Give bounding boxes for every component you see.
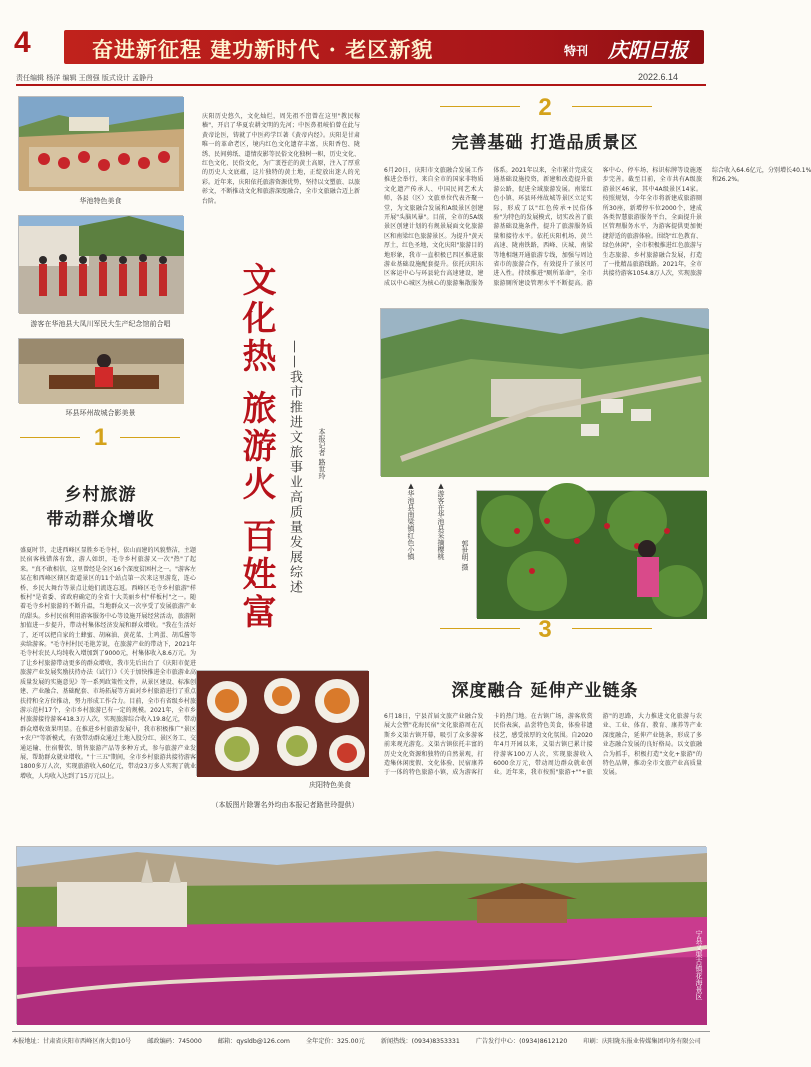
subheadline: ——我市推进文旅事业高质量发展综述 xyxy=(287,340,302,595)
editor-credits: 责任编辑 杨洋 编辑 王茵强 版式设计 孟静丹 xyxy=(16,74,154,82)
headline-2: 旅游火 xyxy=(236,390,276,504)
section-1-rule-right xyxy=(120,437,180,438)
footer-postcode: 邮政编码：745000 xyxy=(147,1038,202,1045)
section-1-number: 1 xyxy=(93,424,108,451)
dancers-image xyxy=(19,97,184,191)
footer-rule xyxy=(12,1031,710,1032)
food-caption: 庆阳特色美食 xyxy=(309,781,351,789)
footer-hotline: 新闻热线：(0934)8353331 xyxy=(380,1038,460,1045)
photo-zither xyxy=(18,338,183,403)
cherry-picking-image xyxy=(477,491,707,619)
footer-address: 本报地址：甘肃省庆阳市西峰区南大街10号 xyxy=(12,1038,132,1045)
newspaper-logo: 庆阳日报 xyxy=(608,38,688,62)
photo-caption-3: 环县环州故城合影美景 xyxy=(65,409,136,417)
choir-image xyxy=(19,216,184,314)
section-2-title: 完善基础 打造品质景区 xyxy=(451,133,639,153)
photo-caption-town: ▲华池县南梁镇红色小镇 xyxy=(407,482,415,560)
headline-1: 文化热 xyxy=(236,262,276,376)
footer-printer: 印刷：庆阳陇东报业传媒集团印务有限公司 xyxy=(583,1038,701,1045)
photo-food-dance xyxy=(18,96,183,190)
section-3-body: 6月18日，宁县首届文旅产业融合发展大会暨"花海民宿"文化旅游周在瓦斯乡义渠古镇开幕，吸引了众多游客前来观光游览。义渠古镇依托丰富的历史文化资源和独特的自然景观，打造集休闲度假、文化体验、民宿康养于一体的特色旅游小镇，成为游客打卡的热门地。在古镇广场，游客欣赏民俗表演，品尝特色美食，体验非遗技艺，感受浓厚的文化氛围。自2020年4月开园以来，义渠古镇已累计接待游客100万人次，实现旅游收入6000余万元，带动周边群众就业创业。近年来，我市按照"旅游+""+旅游"的思路，大力推进文化旅游与农业、工业、体育、教育、康养等产业深度融合，延伸产业链条，形成了多业态融合发展的良好格局。以文旅融合为抓手，积极打造"文化+旅游"的特色品牌，推动全市文旅产业高质量发展。 xyxy=(384,713,702,777)
issue-date: 2022.6.14 xyxy=(638,72,679,82)
special-issue-label: 特刊 xyxy=(564,44,589,58)
section-1-rule-left xyxy=(20,437,80,438)
photo-choir xyxy=(18,215,183,313)
photo-credit: 郭世明 摄 xyxy=(461,540,469,571)
photo-aerial xyxy=(380,308,708,476)
footer xyxy=(12,1036,710,1050)
section-2-rule-right xyxy=(572,106,652,107)
byline: 本报记者 路世玲 xyxy=(318,428,326,480)
page-number: 4 xyxy=(14,26,31,59)
photo-note: （本版图片除署名外均由本报记者路世玲提供） xyxy=(211,801,359,809)
photo-flower-field xyxy=(16,846,706,1024)
aerial-town-image xyxy=(381,309,709,477)
section-1-title-line2: 带动群众增收 xyxy=(46,510,155,530)
bottom-photo-caption: 宁县义渠古镇花海景区 xyxy=(695,930,703,1000)
footer-email: 邮箱：qysldb@126.com xyxy=(217,1038,290,1045)
section-1-title-line1: 乡村旅游 xyxy=(64,485,137,505)
zither-player-image xyxy=(19,339,184,404)
section-3-rule-left xyxy=(440,628,520,629)
section-3-title: 深度融合 延伸产业链条 xyxy=(451,681,639,701)
footer-price: 全年定价：325.00元 xyxy=(305,1038,365,1045)
section-2-rule-left xyxy=(440,106,520,107)
section-3-rule-right xyxy=(572,628,652,629)
footer-ads: 广告发行中心：(0934)8612120 xyxy=(475,1038,568,1045)
photo-caption-2: 游客在华池县大凤川军民大生产纪念馆前合唱 xyxy=(30,320,171,328)
flower-field-image xyxy=(17,847,707,1025)
masthead-title: 奋进新征程 建功新时代 · 老区新貌 xyxy=(92,37,434,62)
section-2-number: 2 xyxy=(538,94,552,121)
intro-text: 庆阳历史悠久，文化灿烂，周先祖不窋曾在这里"教民稼穑"，开启了华夏农耕文明的先河；中医鼻祖岐伯曾在此与黄帝论医，铸就了中医药学巨著《黄帝内经》。庆阳是甘肃唯一的革命老区，境内红色文化遗存丰富，庆阳香包、陇绣、民间剪纸、道情皮影等民俗文化独树一帜，历史文化、红色文化、民俗文化，为广袤苍茫的黄土高原，注入了厚重的历史人文底蕴，这片独特的黄土地，正绽放出迷人的光彩。近年来，庆阳依托旅游资源优势，坚持以文塑旅、以旅彰文，不断推动文化和旅游深度融合，全市文旅融合迈上新台阶。 xyxy=(202,113,360,205)
photo-food xyxy=(196,670,368,776)
section-2-body: 6月20日，庆阳市文旅融合发展工作推进会举行，来自全市的国家非物质文化遗产传承人、中国民间艺术大师、各县（区）文旅单位代表齐聚一堂，为文旅融合发展和A级景区创建开展"头脑风暴"。目前，全市的5A级景区创建计划的有规景展面文化旅游区和南梁红色旅游景区。为提升"黄天厚土，红色圣地，文化庆阳"旅游目的地形象，我市一直积极已四区推进旅游业基础设施配套提升。依托庆阳东区客运中心与环县轮台高速建设，建成以中心城区为核心的旅游集散服务体系。2021年以来，全市累计完成交通基础设施投资，新建和改造提升旅游公路，促进全域旅游发展。南梁红色小镇、环县环州故城等景区立足实际，形成了以"红色传承+民俗体验"为特色的发展模式，切实改善了旅游基础设施条件，提升了旅游服务质量和接待水平。依托庆阳机场、黄兰高速、陇南铁路，西峰、庆城、南梁等地相继开通旅游专线，加强与周边省市的旅游合作，有效提升了景区可进入性。持续推进"厕所革命"，全市旅游厕所建设管理水平不断提高。游客中心、停车场、标识标牌等设施逐步完善。截至目前，全市共有A级旅游景区46家，其中4A级景区14家。按照规划，今年全市将新建成旅游厕所30座，新增停车位2000个，建成各类智慧旅游服务平台，全面提升景区管理服务水平，为游客提供更加便捷舒适的旅游体验。围绕"红色教育、绿色休闲"，全市积极推进红色旅游与生态旅游、乡村旅游融合发展，打造了一批精品旅游线路。2021年，全市共接待游客1054.8万人次，实现旅游综合收入64.6亿元，分别增长40.1%和26.2%。 xyxy=(384,167,811,287)
photo-caption-cherry: ▲游客在华池县采摘樱桃 xyxy=(437,482,445,560)
photo-caption-1: 华池特色美食 xyxy=(79,197,122,205)
food-table-image xyxy=(197,671,369,777)
header-rule xyxy=(16,84,706,86)
photo-cherry xyxy=(476,490,706,618)
section-3-number: 3 xyxy=(538,616,552,643)
headline-3: 百姓富 xyxy=(236,518,276,632)
section-1-body: 盛夏时节，走进西峰区显胜乡毛寺村，依山而建的风貌整洁，主题民宿客栈错落有致，游人如织，毛寺乡村旅游又一次"热"了起来。"真不敢相信，这里曾经是全区16个深度贫困村之一。"游客左某在和西峰区辖区街道景区的11个站点第一次来这里游览，连心桥、乡民大舞台等景点让她们流连忘返。西峰区毛寺乡村旅游"样板村"是省委、省政府确定的全省十大美丽乡村"样板村"之一。随着毛寺乡村旅游的不断升温，当地群众又一次享受了发展旅游产业的甜头。乡村民宿利用游客服务中心等设施开展经营活动，旅游附加值进一步提升，带动村集体经济发展和群众增收。"我在生活好了，还可以把自家的土蜂蜜、胡麻油、黄花菜、土鸡蛋、胡瓜酱等卖给游客。"毛寺村村民毛艳芳说，在旅游产业的带动下，2021年毛寺村农民人均纯收入增加到了9000元，村集体收入8.6万元。为了让乡村旅游带动更多的群众增收，我市先后出台了《庆阳市促进旅游产业发展奖励扶持办法（试行）》《关于加快推进全市旅游业高质量发展的实施意见》等一系列政策性文件，从景区建设、标准创建、产业融合、基础配套、市场拓展等方面对乡村旅游进行了重点扶持和全方位推动，努力形成工作合力。目前，全市有省级乡村旅游示范村17个，全市乡村旅游已有一定的规模。2021年，全市乡村旅游接待游客418.3万人次，实现旅游综合收入19.8亿元，带动群众增收效果明显。在推进乡村旅游发展中，我市积极推广"景区+农户"等新模式，有效带动群众通过土地入股分红、景区务工、交通运输、住宿餐饮、销售旅游产品等多种方式，参与旅游产业发展，帮助群众就业增收。"十三五"期间，全市乡村旅游共接待游客1800多万人次，实现旅游收入60亿元，带动23万多人实现了就业增收，人均收入达到了15万元以上。 xyxy=(20,547,196,780)
